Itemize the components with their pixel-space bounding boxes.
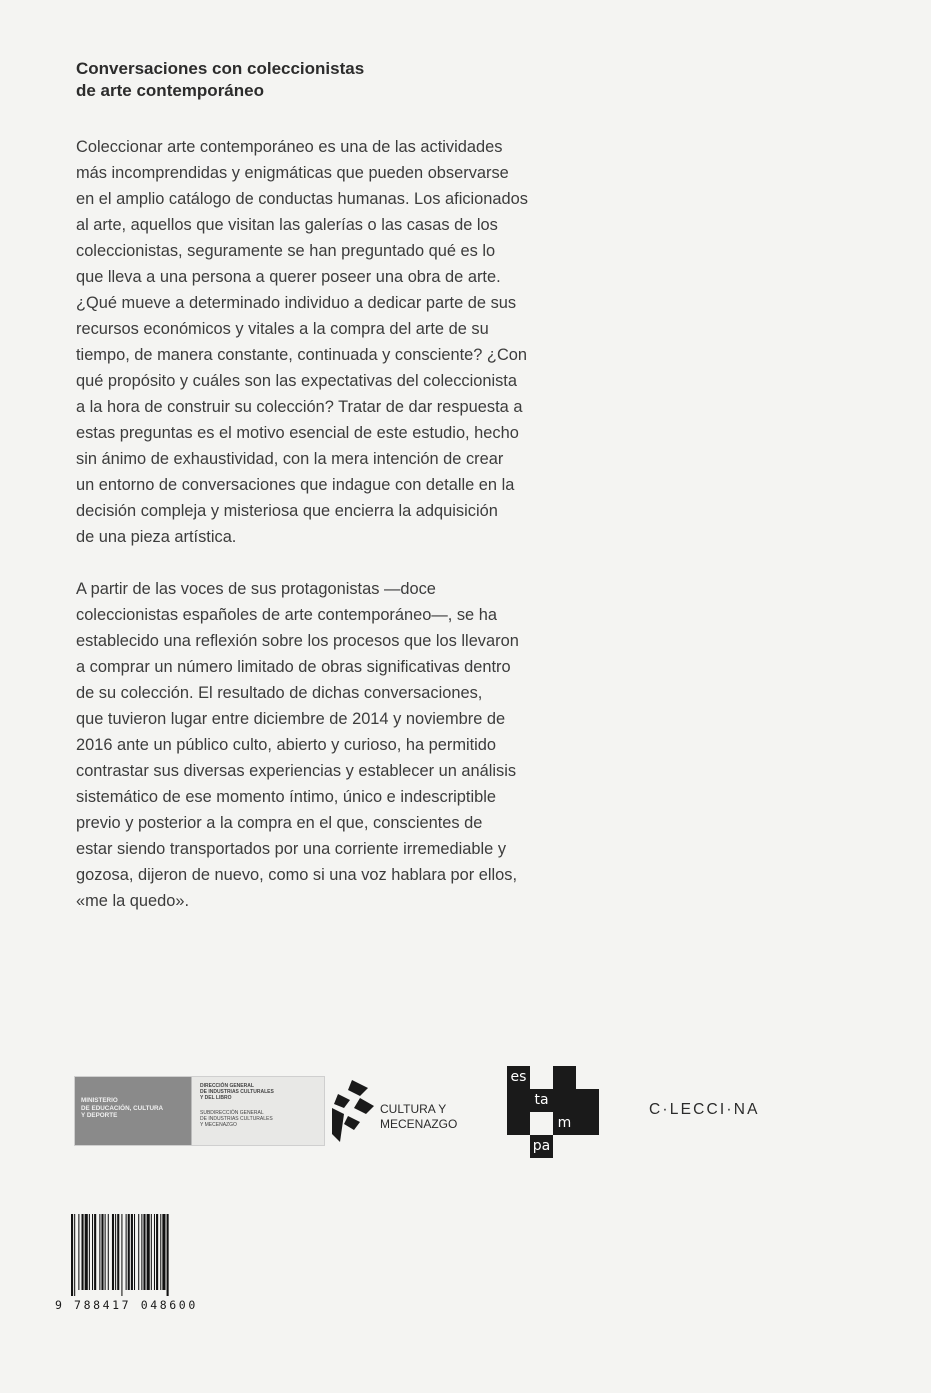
ministry-line: Y DEPORTE [81,1112,118,1119]
barcode-bar [99,1214,100,1290]
barcode-bar [160,1214,161,1290]
text-line: de su colección. El resultado de dichas conversaciones, [76,684,483,702]
isbn-barcode [55,1214,231,1310]
text-line: a comprar un número limitado de obras significativas dentro [76,658,511,676]
estampa-cell [553,1066,576,1089]
cultura-mecenazgo-logo [330,1078,460,1144]
barcode-bar [117,1214,119,1290]
barcode-bar [141,1214,142,1290]
text-line: 2016 ante un público culto, abierto y curioso, ha permitido [76,736,497,754]
text-line: en el amplio catálogo de conductas humanas. Los aficionados [76,190,528,208]
text-line: ¿Qué mueve a determinado individuo a dedicar parte de sus [76,294,517,312]
text-line: estas preguntas es el motivo esencial de este estudio, hecho [76,424,519,442]
text-line: coleccionistas, seguramente se han preguntado qué es lo [76,242,496,260]
text-line: contrastar sus diversas experiencias y establecer un análisis [76,762,517,780]
title-line-2: de arte contemporáneo [76,81,264,100]
barcode-bar [105,1214,106,1290]
synopsis-paragraph-2 [76,576,606,914]
cultura-mecenazgo-text [380,1102,457,1132]
text-line: A partir de las voces de sus protagonistas —doce [76,580,436,598]
barcode-bar [131,1214,133,1290]
barcode-bar [143,1214,145,1290]
barcode-bar [89,1214,90,1290]
barcode-bar [167,1214,169,1296]
text-line: de una pieza artística. [76,528,237,546]
barcode-bar [147,1214,150,1290]
barcode-bar [154,1214,155,1290]
barcode-bar [134,1214,135,1290]
estampa-cell: es [507,1066,530,1089]
barcode-digits: 9 788417 048600 [55,1298,198,1312]
coleccion-logo: C·LECCI·NA [649,1101,760,1118]
barcode-bar [108,1214,109,1290]
barcode-bar [71,1214,73,1296]
text-line: recursos económicos y vitales a la compra del arte de su [76,320,489,338]
barcode-bar [151,1214,152,1290]
barcode-bar [138,1214,139,1290]
text-line: un entorno de conversaciones que indague con detalle en la [76,476,515,494]
barcode-bar [126,1214,127,1290]
ministry-line: DE EDUCACIÓN, CULTURA [81,1104,164,1112]
text-line: que lleva a una persona a querer poseer una obra de arte. [76,268,501,286]
text-line: tiempo, de manera constante, continuada y consciente? ¿Con [76,346,528,364]
text-line: previo y posterior a la compra en el que, conscientes de [76,814,483,832]
text-line: sistemático de ese momento íntimo, único e indescriptible [76,788,496,806]
barcode-icon [55,1214,231,1298]
estampa-cell [576,1089,599,1112]
dept-line: SUBDIRECCIÓN GENERAL [200,1110,264,1116]
text-line: más incomprendidas y enigmáticas que pueden observarse [76,164,509,182]
barcode-bar [128,1214,130,1290]
estampa-cell [576,1112,599,1135]
dept-line: DE INDUSTRIAS CULTURALES [200,1116,273,1122]
text-line: coleccionistas españoles de arte contemporáneo—, se ha [76,606,497,624]
direccion-general [200,1083,324,1101]
estampa-cell [507,1089,530,1112]
title-line-1: Conversaciones con coleccionistas [76,59,365,78]
text-line: qué propósito y cuáles son las expectativas del coleccionista [76,372,517,390]
text-line: sin ánimo de exhaustividad, con la mera intención de crear [76,450,504,468]
estampa-cell [507,1112,530,1135]
barcode-bar [156,1214,158,1290]
dept-line: DIRECCIÓN GENERAL [200,1083,254,1089]
subdireccion-general [200,1110,324,1128]
text-line: al arte, aquellos que visitan las galerías o las casas de los [76,216,498,234]
barcode-bar [162,1214,165,1290]
barcode-bar [115,1214,116,1290]
ministry-departments [191,1077,324,1145]
dept-line: DE INDUSTRIAS CULTURALES [200,1089,274,1095]
barcode-bar [94,1214,96,1290]
book-title [76,58,596,102]
cym-line: MECENAZGO [380,1117,458,1131]
estampa-cell: ta [530,1089,553,1112]
estampa-cell: pa [530,1135,553,1158]
text-line: que tuvieron lugar entre diciembre de 2014 y noviembre de [76,710,506,728]
barcode-bar [112,1214,114,1290]
estampa-cell: m [553,1112,576,1135]
text-line: gozosa, dijeron de nuevo, como si una voz hablara por ellos, [76,866,517,884]
estampa-logo [507,1066,601,1160]
barcode-bar [78,1214,79,1290]
text-line: estar siendo transportados por una corriente irremediable y [76,840,507,858]
text-line: decisión compleja y misteriosa que encierra la adquisición [76,502,498,520]
estampa-cell [553,1089,576,1112]
dept-line: Y MECENAZGO [200,1122,237,1128]
text-line: a la hora de construir su colección? Tratar de dar respuesta a [76,398,523,416]
ministry-line: MINISTERIO [81,1097,118,1104]
barcode-bar [101,1214,103,1290]
cultura-mecenazgo-icon [330,1078,380,1144]
barcode-bar [85,1214,88,1290]
text-line: establecido una reflexión sobre los procesos que los llevaron [76,632,519,650]
synopsis-paragraph-1 [76,134,606,550]
dept-line: Y DEL LIBRO [200,1095,232,1101]
ministry-name [75,1077,191,1145]
cym-line: CULTURA Y [380,1102,447,1116]
barcode-bar [92,1214,93,1290]
barcode-bar [82,1214,84,1290]
text-line: «me la quedo». [76,892,189,910]
barcode-bar [121,1214,122,1296]
ministry-logo [74,1076,325,1146]
barcode-bar [74,1214,75,1296]
text-line: Coleccionar arte contemporáneo es una de las actividades [76,138,503,156]
